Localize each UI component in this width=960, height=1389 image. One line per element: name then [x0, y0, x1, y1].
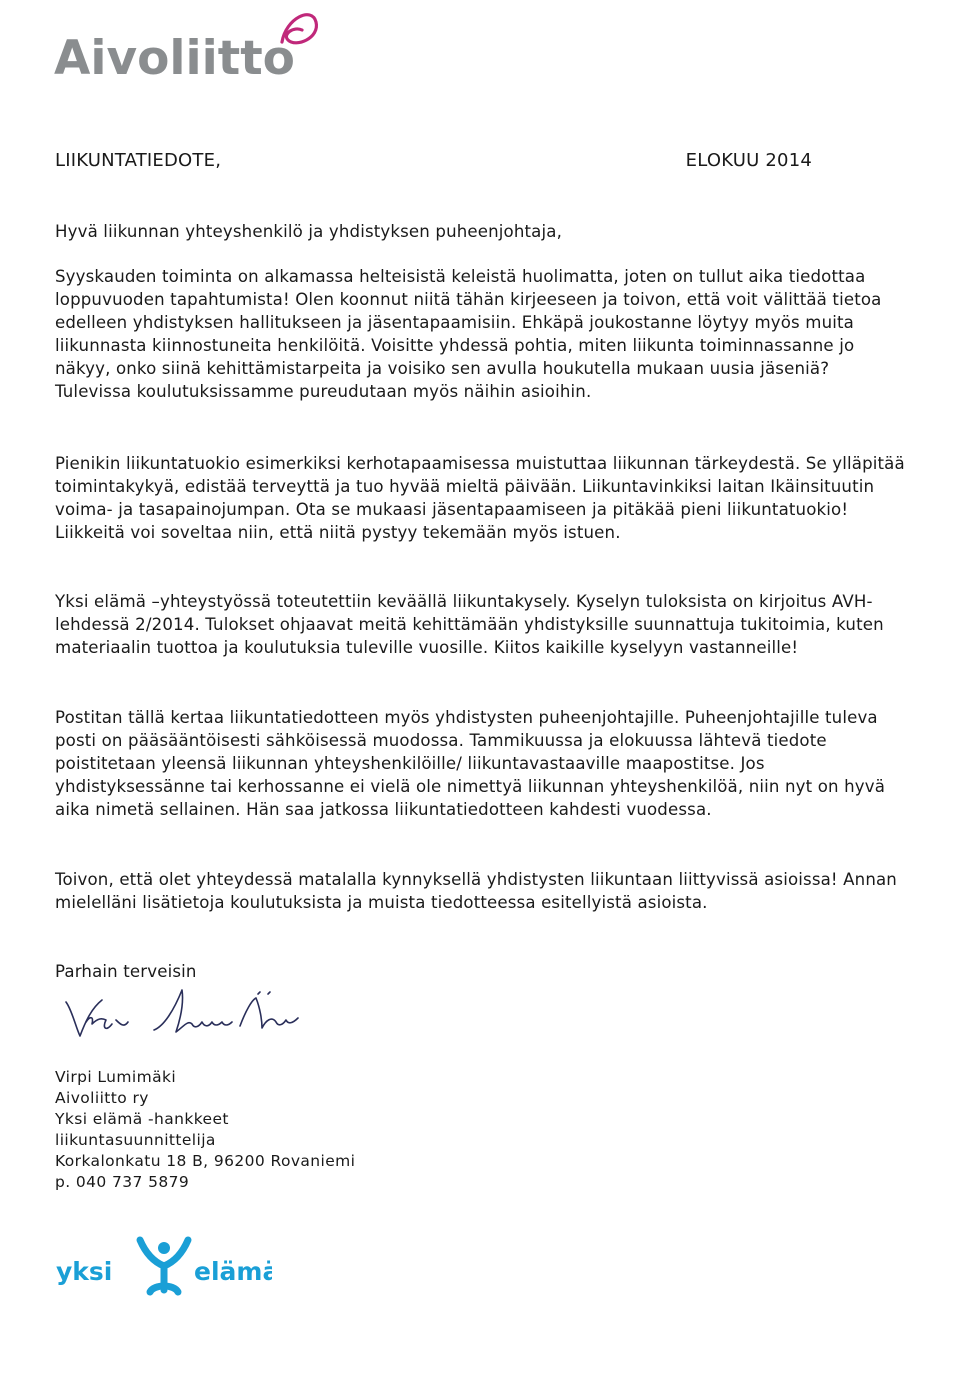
- sender-project: Yksi elämä -hankkeet: [55, 1110, 229, 1128]
- greeting: [55, 220, 905, 243]
- sender-title: liikuntasuunnittelija: [55, 1131, 216, 1149]
- closing-text: Parhain terveisin: [55, 962, 197, 981]
- sender-details: [55, 1067, 355, 1193]
- yksi-elama-logo: [54, 1232, 272, 1300]
- aivoliitto-logo-text: Aivoliitto: [54, 31, 295, 86]
- paragraph-text: Postitan tällä kertaa liikuntatiedotteen myös yhdistysten puheenjohtajille. Puheenjohtajille tuleva posti on pääsääntöisesti sähköisessä muodossa. Tammikuussa ja elokuussa lähtevä tiedote poistitetaan yleensä liikunnan yhteyshenkilöille/ liikuntavastaaville maapostitse. Jos yhdistyksessänne tai kerhossanne ei vielä ole nimettyä liikunnan yhteyshenkilöä, niin nyt on hyvä aika nimetä sellainen. Hän saa jatkossa liikuntatiedotteen kahdesti vuodessa.: [55, 708, 886, 819]
- sender-name: Virpi Lumimäki: [55, 1068, 177, 1086]
- paragraph-text: Pienikin liikuntatuokio esimerkiksi kerhotapaamisessa muistuttaa liikunnan tärkeydestä. Se ylläpitää toimintakykyä, edistää terveyttä ja tuo hyvää mieltä päivään. Liikuntavinkiksi laitan Ikäinsituutin voima- ja tasapainojumpan. Ota se mukaasi jäsentapaamiseen ja pitäkää pieni liikuntatuokio! Liikkeitä voi soveltaa niin, että niitä pystyy tekemään myös istuen.: [55, 454, 905, 542]
- handwritten-signature-icon: [62, 980, 312, 1050]
- document-date: ELOKUU 2014: [685, 150, 812, 171]
- paragraph-text: Syyskauden toiminta on alkamassa helteisistä keleistä huolimatta, joten on tullut aika tiedottaa loppuvuoden tapahtumista! Olen koonnut niitä tähän kirjeeseen ja toivon, että voit välittää tietoa edelleen yhdistyksen hallitukseen ja jäsentapaamisiin. Ehkäpä joukostanne löytyy myös muita liikunnasta kiinnostuneita henkilöitä. Voisitte yhdessä pohtia, miten liikunta toiminnassanne jo näkyy, onko siinä kehittämistarpeita ja voisiko sen avulla houkutella mukaan uusia jäseniä? Tulevissa koulutuksissamme pureudutaan myös näihin asioihin.: [55, 267, 882, 401]
- greeting-text: Hyvä liikunnan yhteyshenkilö ja yhdistyksen puheenjohtaja,: [55, 222, 562, 241]
- paragraph-text: Yksi elämä –yhteystyössä toteutettiin keväällä liikuntakysely. Kyselyn tuloksista on kirjoitus AVH-lehdessä 2/2014. Tulokset ohjaavat meitä kehittämään yhdistyksille suunnattuja tukitoimia, kuten materiaalin tuottoa ja koulutuksia tuleville vuosille. Kiitos kaikille kyselyyn vastanneille!: [55, 592, 884, 657]
- sender-organization: Aivoliitto ry: [55, 1089, 149, 1107]
- elama-logo-text: elämä: [194, 1257, 272, 1286]
- paragraph: [55, 706, 905, 821]
- paragraph-text: Toivon, että olet yhteydessä matalalla kynnyksellä yhdistysten liikuntaan liittyvissä asioissa! Annan mielelläni lisätietoja koulutuksista ja muista tiedotteessa esitellyistä asioista.: [55, 870, 897, 912]
- sender-phone: p. 040 737 5879: [55, 1173, 190, 1191]
- aivoliitto-logo: [50, 0, 320, 92]
- sender-address: Korkalonkatu 18 B, 96200 Rovaniemi: [55, 1152, 356, 1170]
- paragraph: [55, 452, 905, 544]
- paragraph: [55, 868, 905, 914]
- paragraph: [55, 265, 905, 403]
- yksi-logo-text: yksi: [56, 1257, 113, 1286]
- paragraph: [55, 590, 905, 659]
- letter-header: [55, 150, 812, 174]
- document-type: LIIKUNTATIEDOTE,: [55, 150, 222, 171]
